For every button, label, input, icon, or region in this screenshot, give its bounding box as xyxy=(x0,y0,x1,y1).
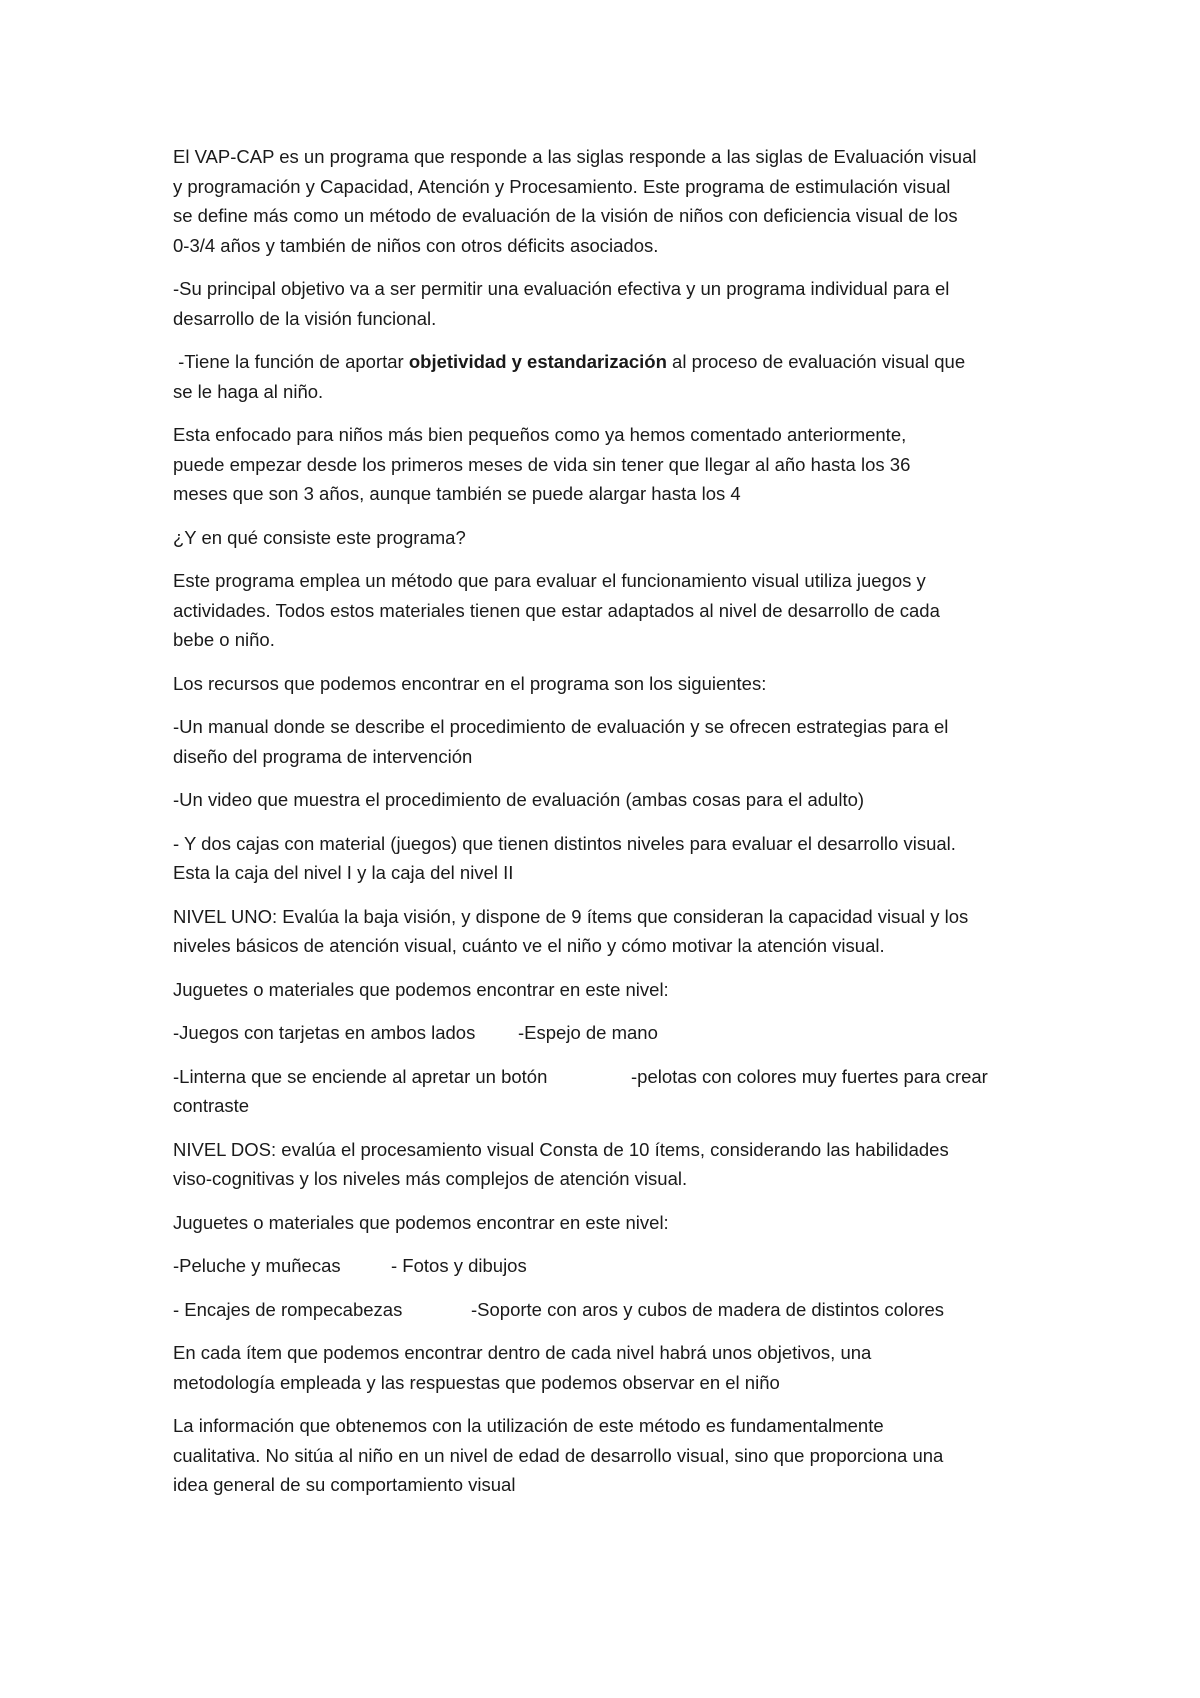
paragraph-level-one xyxy=(173,902,1043,961)
text-line: puede empezar desde los primeros meses de vida sin tener que llegar al año hasta los 36 xyxy=(173,453,911,475)
text-line: Esta la caja del nivel I y la caja del nivel II xyxy=(173,862,514,883)
text-line: idea general de su comportamiento visual xyxy=(173,1474,516,1495)
list-item: -Linterna que se enciende al apretar un botón xyxy=(173,1065,548,1087)
text-line: -Un manual donde se describe el procedimiento de evaluación y se ofrecen estrategias para el xyxy=(173,716,949,737)
text-line xyxy=(173,1018,1043,1048)
text-line: meses que son 3 años, aunque también se puede alargar hasta los 4 xyxy=(173,483,741,504)
text-segment: al proceso de evaluación visual que xyxy=(666,351,966,372)
text-line: La información que obtenemos con la utilización de este método es fundamentalmente xyxy=(173,1415,884,1436)
paragraph-video xyxy=(173,785,1043,815)
text-segment: -Tiene la función de aportar xyxy=(173,351,409,372)
list-item: -pelotas con colores muy fuertes para crear xyxy=(631,1065,988,1087)
paragraph-level-two-toys-2 xyxy=(173,1295,1043,1325)
paragraph-function xyxy=(173,347,1043,406)
text-line xyxy=(173,347,1043,377)
text-line: Juguetes o materiales que podemos encontrar en este nivel: xyxy=(173,978,669,1000)
paragraph-intro xyxy=(173,142,1043,260)
text-line: 0-3/4 años y también de niños con otros déficits asociados. xyxy=(173,234,659,256)
text-line: NIVEL DOS: evalúa el procesamiento visual Consta de 10 ítems, considerando las habilidades xyxy=(173,1138,949,1160)
text-line xyxy=(173,1062,1043,1092)
text-line: se define más como un método de evaluación de la visión de niños con deficiencia visual de los xyxy=(173,205,958,226)
text-line: Juguetes o materiales que podemos encontrar en este nivel: xyxy=(173,1211,669,1233)
text-line: Esta enfocado para niños más bien pequeños como ya hemos comentado anteriormente, xyxy=(173,424,907,445)
text-line: actividades. Todos estos materiales tienen que estar adaptados al nivel de desarrollo de cada xyxy=(173,599,940,621)
list-item: -Juegos con tarjetas en ambos lados xyxy=(173,1022,476,1043)
paragraph-level-one-toys-1 xyxy=(173,1018,1043,1048)
text-line: -Un video que muestra el procedimiento de evaluación (ambas cosas para el adulto) xyxy=(173,789,865,810)
list-item: -Peluche y muñecas xyxy=(173,1255,341,1276)
paragraph-level-one-toys-intro xyxy=(173,975,1043,1005)
text-line: En cada ítem que podemos encontrar dentro de cada nivel habrá unos objetivos, una xyxy=(173,1342,872,1363)
text-line: desarrollo de la visión funcional. xyxy=(173,307,437,329)
paragraph-question xyxy=(173,523,1043,553)
paragraph-level-one-toys-2 xyxy=(173,1062,1043,1121)
text-line: Los recursos que podemos encontrar en el programa son los siguientes: xyxy=(173,672,767,694)
paragraph-level-two xyxy=(173,1135,1043,1194)
list-item: - Encajes de rompecabezas xyxy=(173,1298,403,1320)
text-line: - Y dos cajas con material (juegos) que tienen distintos niveles para evaluar el desarrollo visual. xyxy=(173,832,956,854)
paragraph-boxes xyxy=(173,829,1043,888)
text-line xyxy=(173,1295,1043,1325)
paragraph-conclusion xyxy=(173,1411,1043,1500)
list-item: -Soporte con aros y cubos de madera de distintos colores xyxy=(471,1298,945,1320)
text-line: se le haga al niño. xyxy=(173,380,324,402)
text-line: ¿Y en qué consiste este programa? xyxy=(173,526,466,548)
text-line: Este programa emplea un método que para evaluar el funcionamiento visual utiliza juegos y xyxy=(173,570,926,591)
text-line: contraste xyxy=(173,1095,250,1116)
text-line xyxy=(173,1251,1043,1281)
paragraph-level-two-toys-intro xyxy=(173,1208,1043,1238)
bold-text: objetividad y estandarización xyxy=(408,351,667,372)
paragraph-method xyxy=(173,566,1043,655)
text-line: diseño del programa de intervención xyxy=(173,745,473,767)
paragraph-items xyxy=(173,1338,1043,1397)
list-item: -Espejo de mano xyxy=(518,1022,658,1043)
text-line: y programación y Capacidad, Atención y Procesamiento. Este programa de estimulación visual xyxy=(173,175,951,197)
text-line: -Su principal objetivo va a ser permitir una evaluación efectiva y un programa individual para el xyxy=(173,278,950,299)
text-line: cualitativa. No sitúa al niño en un nivel de edad de desarrollo visual, sino que proporciona una xyxy=(173,1444,944,1466)
list-item: - Fotos y dibujos xyxy=(391,1255,527,1276)
paragraph-target-age xyxy=(173,420,1043,509)
paragraph-objective xyxy=(173,274,1043,333)
text-line: NIVEL UNO: Evalúa la baja visión, y dispone de 9 ítems que consideran la capacidad visual y los xyxy=(173,905,969,927)
text-line: bebe o niño. xyxy=(173,629,275,650)
text-line: viso-cognitivas y los niveles más complejos de atención visual. xyxy=(173,1168,688,1189)
document-body xyxy=(173,142,1043,1514)
text-line: El VAP-CAP es un programa que responde a las siglas responde a las siglas de Evaluación visual xyxy=(173,146,977,167)
paragraph-manual xyxy=(173,712,1043,771)
text-line: niveles básicos de atención visual, cuánto ve el niño y cómo motivar la atención visual. xyxy=(173,935,885,956)
paragraph-resources-intro xyxy=(173,669,1043,699)
text-line: metodología empleada y las respuestas que podemos observar en el niño xyxy=(173,1371,780,1393)
paragraph-level-two-toys-1 xyxy=(173,1251,1043,1281)
